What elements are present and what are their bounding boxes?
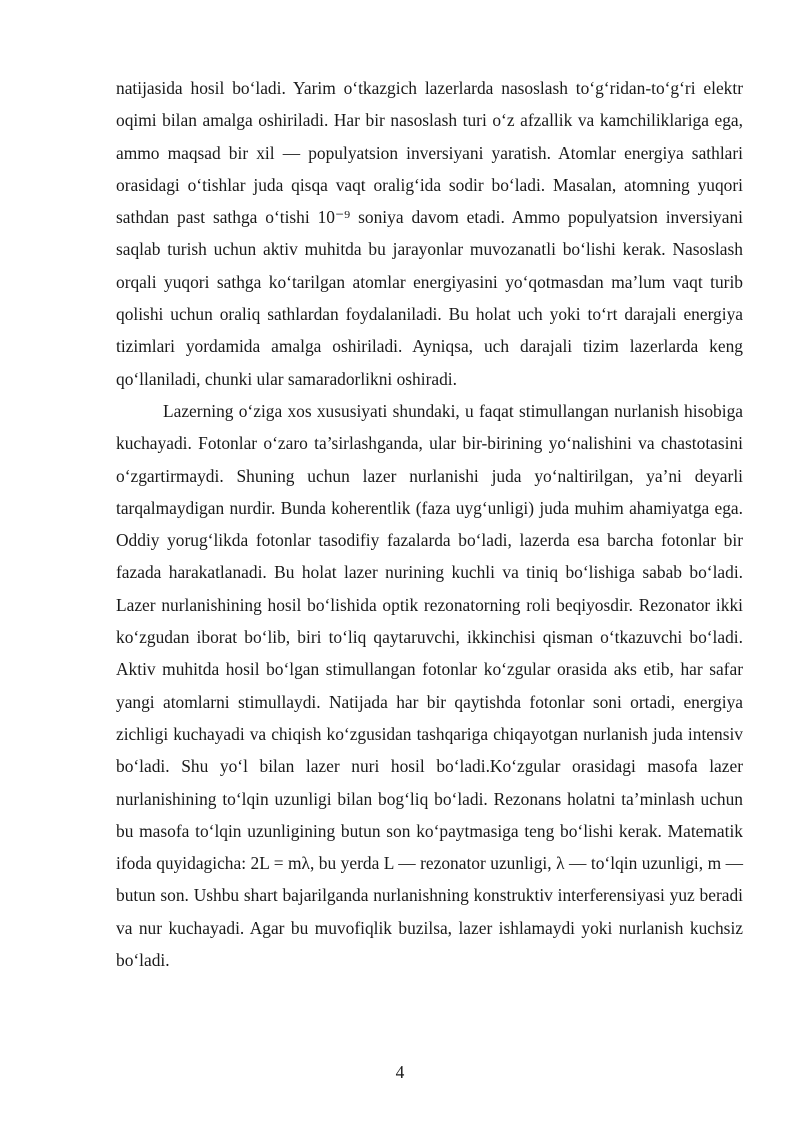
body-text [116, 72, 743, 976]
page-number: 4 [395, 1062, 405, 1082]
paragraph-laser-properties: Lazerning o‘ziga xos xususiyati shundaki, u faqat stimullangan nurlanish hisobiga kuchayadi. Fotonlar o‘zaro ta’sirlashganda, ular bir-birining yo‘nalishini va chastotasini o‘zgartirmaydi. Shuning uchun lazer nurlanishi juda yo‘naltirilgan, ya’ni deyarli tarqalmaydigan nurdir. Bunda koherentlik (faza uyg‘unligi) juda muhim ahamiyatga ega. Oddiy yorug‘likda fotonlar tasodifiy fazalarda bo‘ladi, lazerda esa barcha fotonlar bir fazada harakatlanadi. Bu holat lazer nurining kuchli va tiniq bo‘lishiga sabab bo‘ladi. Lazer nurlanishining hosil bo‘lishida optik rezonatorning roli beqiyosdir. Rezonator ikki ko‘zgudan iborat bo‘lib, biri to‘liq qaytaruvchi, ikkinchisi qisman o‘tkazuvchi bo‘ladi. Aktiv muhitda hosil bo‘lgan stimullangan fotonlar ko‘zgular orasida aks etib, har safar yangi atomlarni stimullaydi. Natijada har bir qaytishda fotonlar soni ortadi, energiya zichligi kuchayadi va chiqish ko‘zgusidan tashqariga chiqayotgan nurlanish juda intensiv bo‘ladi. Shu yo‘l bilan lazer nuri hosil bo‘ladi.Ko‘zgular orasidagi masofa lazer nurlanishining to‘lqin uzunligi bilan bog‘liq bo‘ladi. Rezonans holatni ta’minlash uchun bu masofa to‘lqin uzunligining butun son ko‘paytmasiga teng bo‘lishi kerak. Matematik ifoda quyidagicha: 2L = mλ, bu yerda L — rezonator uzunligi, λ — to‘lqin uzunligi, m — butun son. Ushbu shart bajarilganda nurlanishning konstruktiv interferensiyasi yuz beradi va nur kuchayadi. Agar bu muvofiqlik buzilsa, lazer ishlamaydi yoki nurlanish kuchsiz bo‘ladi. [116, 400, 743, 971]
paragraph-continuation: natijasida hosil bo‘ladi. Yarim o‘tkazgich lazerlarda nasoslash to‘g‘ridan-to‘g‘ri elektr oqimi bilan amalga oshiriladi. Har bir nasoslash turi o‘z afzallik va kamchiliklariga ega, ammo maqsad bir xil — populyatsion inversiyani yaratish. Atomlar energiya sathlari orasidagi o‘tishlar juda qisqa vaqt oralig‘ida sodir bo‘ladi. Masalan, atomning yuqori sathdan past sathga o‘tishi 10⁻⁹ soniya davom etadi. Ammo populyatsion inversiyani saqlab turish uchun aktiv muhitda bu jarayonlar muvozanatli bo‘lishi kerak. Nasoslash orqali yuqori sathga ko‘tarilgan atomlar energiyasini yo‘qotmasdan ma’lum vaqt turib qolishi uchun oraliq sathlardan foydalaniladi. Bu holat uch yoki to‘rt darajali energiya tizimlari yordamida amalga oshiriladi. Ayniqsa, uch darajali tizim lazerlarda keng qo‘llaniladi, chunki ular samaradorlikni oshiradi. [116, 78, 743, 389]
